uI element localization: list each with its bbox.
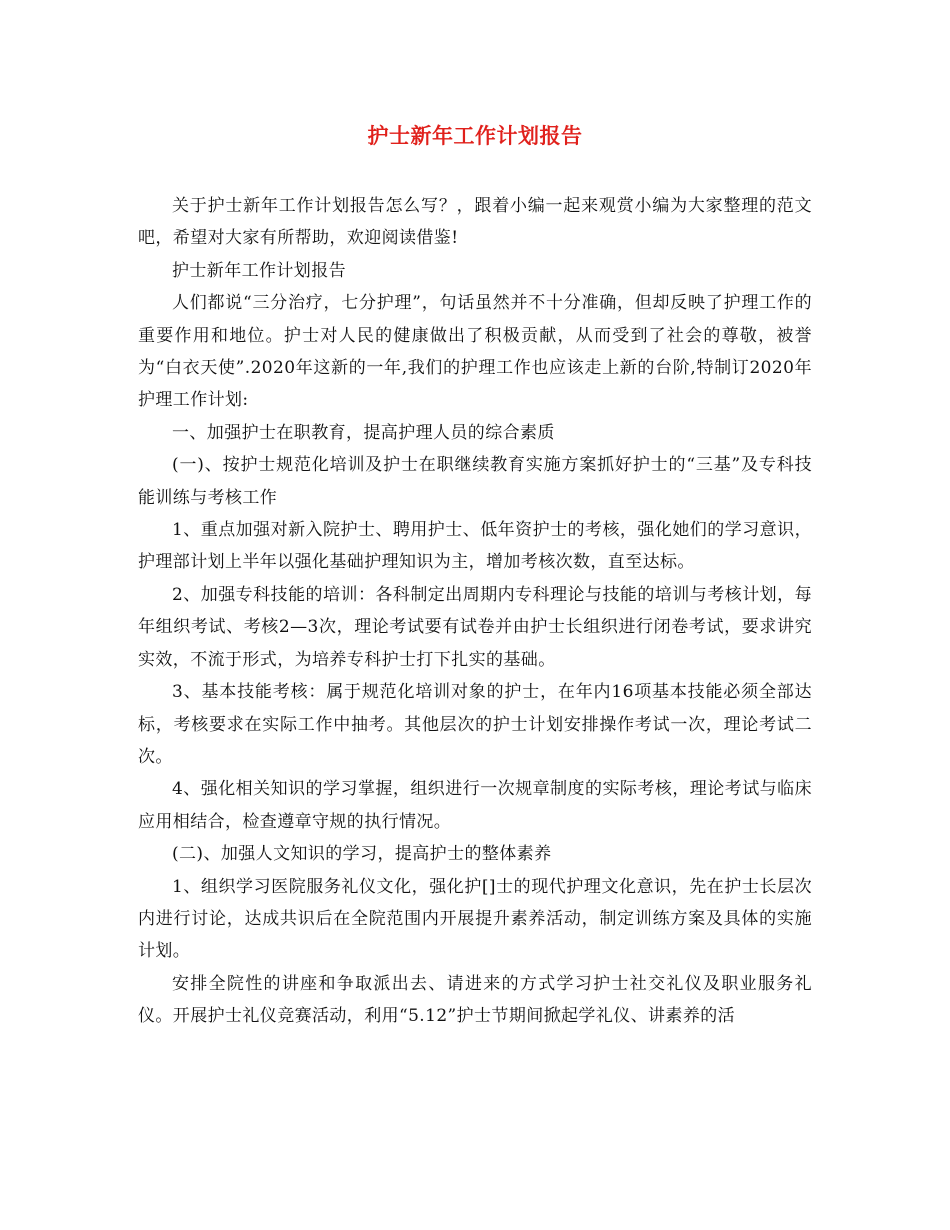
section-heading: 一、加强护士在职教育，提高护理人员的综合素质 bbox=[172, 422, 555, 443]
document-title: 护士新年工作计划报告 bbox=[367, 123, 583, 148]
paragraph: 人们都说“三分治疗，七分护理”，句话虽然并不十分准确，但却反映了护理工作的重要作用和地位。护士对人民的健康做出了积极贡献，从而受到了社会的尊敬，被誉为“白衣天使”.2020年这新的一年,我们的护理工作也应该走上新的台阶,特制订2020年护理工作计划: bbox=[138, 293, 812, 411]
paragraph: 安排全院性的讲座和争取派出去、请进来的方式学习护士社交礼仪及职业服务礼仪。开展护士礼仪竞赛活动，利用“5.12”护士节期间掀起学礼仪、讲素养的活 bbox=[138, 973, 812, 1027]
paragraph: 护士新年工作计划报告 bbox=[172, 260, 346, 281]
paragraph: 2、加强专科技能的培训：各科制定出周期内专科理论与技能的培训与考核计划，每年组织考试、考核2—3次，理论考试要有试卷并由护士长组织进行闭卷考试，要求讲究实效，不流于形式，为培养专科护士打下扎实的基础。 bbox=[138, 584, 812, 670]
subsection-heading: (一)、按护士规范化培训及护士在职继续教育实施方案抓好护士的“三基”及专科技能训练与考核工作 bbox=[138, 455, 812, 508]
document-body bbox=[138, 190, 812, 1033]
paragraph: 1、组织学习医院服务礼仪文化，强化护[]士的现代护理文化意识，先在护士长层次内进行讨论，达成共识后在全院范围内开展提升素养活动，制定训练方案及具体的实施计划。 bbox=[138, 876, 812, 962]
paragraph: 3、基本技能考核：属于规范化培训对象的护士，在年内16项基本技能必须全部达标，考核要求在实际工作中抽考。其他层次的护士计划安排操作考试一次，理论考试二次。 bbox=[138, 682, 812, 767]
paragraph: 4、强化相关知识的学习掌握，组织进行一次规章制度的实际考核，理论考试与临床应用相结合，检查遵章守规的执行情况。 bbox=[138, 779, 812, 832]
paragraph: 关于护士新年工作计划报告怎么写？，跟着小编一起来观赏小编为大家整理的范文吧，希望对大家有所帮助，欢迎阅读借鉴! bbox=[138, 196, 812, 249]
paragraph: 1、重点加强对新入院护士、聘用护士、低年资护士的考核，强化她们的学习意识，护理部计划上半年以强化基础护理知识为主，增加考核次数，直至达标。 bbox=[138, 520, 812, 573]
subsection-heading: (二)、加强人文知识的学习，提高护士的整体素养 bbox=[172, 844, 552, 865]
